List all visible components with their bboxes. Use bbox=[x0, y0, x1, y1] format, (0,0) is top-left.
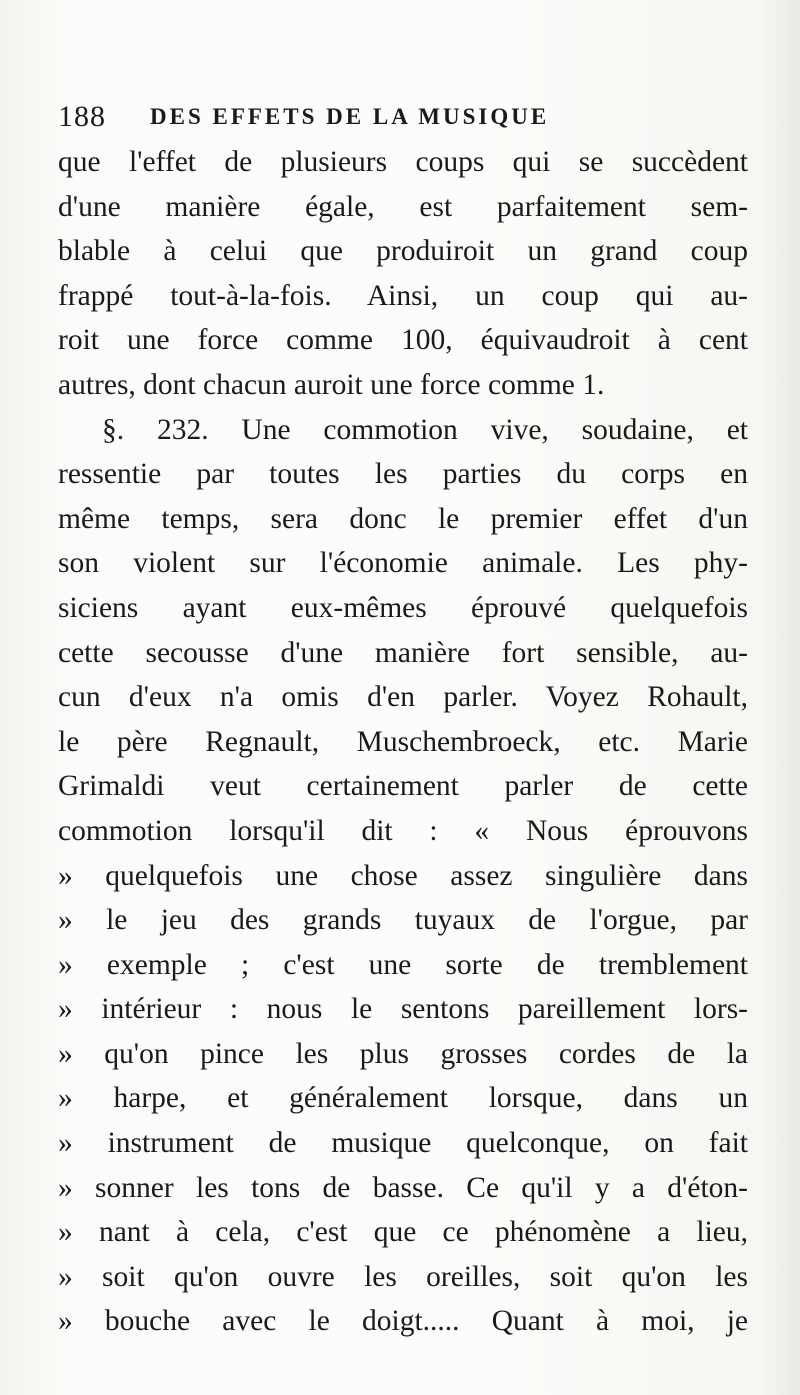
line-text: veut certainement parler de cette bbox=[164, 770, 748, 803]
author-name: Marie bbox=[677, 725, 748, 758]
quote-line: » intérieur : nous le sentons pareillement lors- bbox=[58, 993, 748, 1026]
quote-line: » sonner les tons de basse. Ce qu'il y a d'éton- bbox=[58, 1171, 748, 1204]
text-line: blable à celui que produiroit un grand coup bbox=[58, 235, 748, 268]
text-line: roit une force comme 100, équivaudroit à cent bbox=[58, 324, 748, 357]
quote-line: » bouche avec le doigt..... Quant à moi, je bbox=[58, 1305, 748, 1338]
line-text: , etc. bbox=[553, 725, 678, 758]
running-head: DES EFFETS DE LA MUSIQUE bbox=[150, 104, 550, 129]
text-line: autres, dont chacun auroit une force comme 1. bbox=[58, 368, 605, 401]
punctuation: , bbox=[311, 725, 320, 758]
quote-line: » qu'on pince les plus grosses cordes de la bbox=[58, 1037, 748, 1070]
quote-line: » le jeu des grands tuyaux de l'orgue, par bbox=[58, 904, 748, 937]
author-name: Grimaldi bbox=[58, 770, 165, 803]
quote-line: » harpe, et généralement lorsque, dans un bbox=[58, 1082, 748, 1115]
page-header bbox=[58, 100, 748, 140]
text-line: que l'effet de plusieurs coups qui se succèdent bbox=[58, 146, 748, 178]
text-line: même temps, sera donc le premier effet d'un bbox=[58, 502, 748, 535]
quote-line: » quelquefois une chose assez singulière dans bbox=[58, 859, 748, 892]
author-name: Muschembroeck bbox=[356, 725, 554, 758]
text-line-authors bbox=[58, 720, 748, 765]
line-text: le père bbox=[58, 725, 206, 758]
text-line: ressentie par toutes les parties du corps en bbox=[58, 458, 748, 491]
author-name: Rohault bbox=[647, 681, 741, 714]
body-text bbox=[58, 140, 748, 1344]
punctuation: , bbox=[740, 681, 748, 714]
text-line: d'une manière égale, est parfaitement sem- bbox=[58, 190, 748, 223]
quote-line: » nant à cela, c'est que ce phénomène a lieu, bbox=[58, 1216, 748, 1249]
text-line: son violent sur l'économie animale. Les phy- bbox=[58, 547, 748, 580]
text-line-grimaldi bbox=[58, 764, 748, 809]
author-name: Regnault bbox=[205, 725, 312, 758]
paragraph-start-line: §. 232. Une commotion vive, soudaine, et bbox=[102, 413, 748, 446]
text-line: siciens ayant eux-mêmes éprouvé quelquefois bbox=[58, 591, 748, 624]
text-line: cette secousse d'une manière fort sensible, au- bbox=[58, 636, 748, 669]
page-number: 188 bbox=[58, 100, 106, 133]
quote-line: » exemple ; c'est une sorte de tremblement bbox=[58, 948, 748, 981]
line-text: cun d'eux n'a omis d'en parler. Voyez bbox=[58, 681, 648, 714]
text-line: frappé tout-à-la-fois. Ainsi, un coup qui au- bbox=[58, 279, 748, 312]
quote-line: » soit qu'on ouvre les oreilles, soit qu'on les bbox=[58, 1260, 748, 1293]
quote-line: » instrument de musique quelconque, on fait bbox=[58, 1127, 748, 1160]
text-line-rohault bbox=[58, 675, 748, 720]
text-line: commotion lorsqu'il dit : « Nous éprouvons bbox=[58, 814, 748, 847]
